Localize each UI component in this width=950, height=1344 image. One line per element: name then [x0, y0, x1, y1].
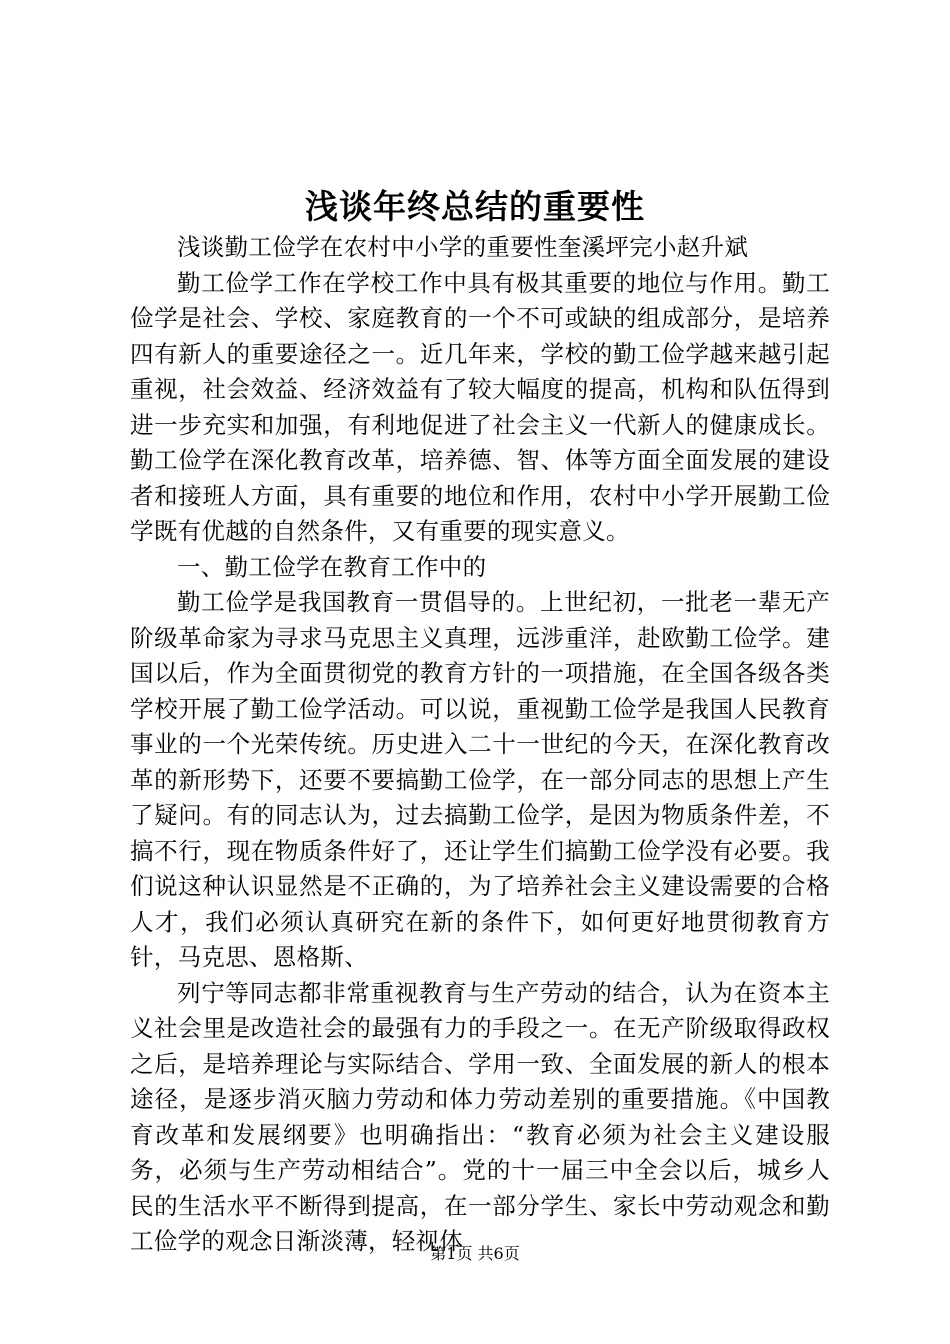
paragraph-subtitle: 浅谈勤工俭学在农村中小学的重要性奎溪坪完小赵升斌 — [177, 233, 749, 261]
document-title: 浅谈年终总结的重要性 — [305, 187, 645, 226]
page-footer: 第1页 共6页 — [430, 1244, 520, 1263]
paragraph: 勤工俭学工作在学校工作中具有极其重要的地位与作用。勤工俭学是社会、学校、家庭教育的一个不可或缺的组成部分，是培养四有新人的重要途径之一。近几年来，学校的勤工俭学越来越引起重视，社会效益、经济效益有了较大幅度的提高，机构和队伍得到进一步充实和加强，有利地促进了社会主义一代新人的健康成长。勤工俭学在深化教育改革，培养德、智、体等方面全面发展的建设者和接班人方面，具有重要的地位和作用，农村中小学开展勤工俭学既有优越的自然条件，又有重要的现实意义。 — [130, 268, 830, 545]
section-heading: 一、勤工俭学在教育工作中的 — [177, 552, 487, 581]
paragraph: 勤工俭学是我国教育一贯倡导的。上世纪初，一批老一辈无产阶级革命家为寻求马克思主义真理，远涉重洋，赴欧勤工俭学。建国以后，作为全面贯彻党的教育方针的一项措施，在全国各级各类学校开展了勤工俭学活动。可以说，重视勤工俭学是我国人民教育事业的一个光荣传统。历史进入二十一世纪的今天，在深化教育改革的新形势下，还要不要搞勤工俭学，在一部分同志的思想上产生了疑问。有的同志认为，过去搞勤工俭学，是因为物质条件差，不搞不行，现在物质条件好了，还让学生们搞勤工俭学没有必要。我们说这种认识显然是不正确的，为了培养社会主义建设需要的合格人才，我们必须认真研究在新的条件下，如何更好地贯彻教育方针，马克思、恩格斯、 — [130, 588, 830, 971]
paragraph: 列宁等同志都非常重视教育与生产劳动的结合，认为在资本主义社会里是改造社会的最强有力的手段之一。在无产阶级取得政权之后，是培养理论与实际结合、学用一致、全面发展的新人的根本途径，是逐步消灭脑力劳动和体力劳动差别的重要措施。《中国教育改革和发展纲要》也明确指出：“教育必须为社会主义建设服务，必须与生产劳动相结合”。党的十一届三中全会以后，城乡人民的生活水平不断得到提高，在一部分学生、家长中劳动观念和勤工俭学的观念日渐淡薄，轻视体 — [130, 978, 830, 1255]
document-body — [130, 230, 830, 1260]
